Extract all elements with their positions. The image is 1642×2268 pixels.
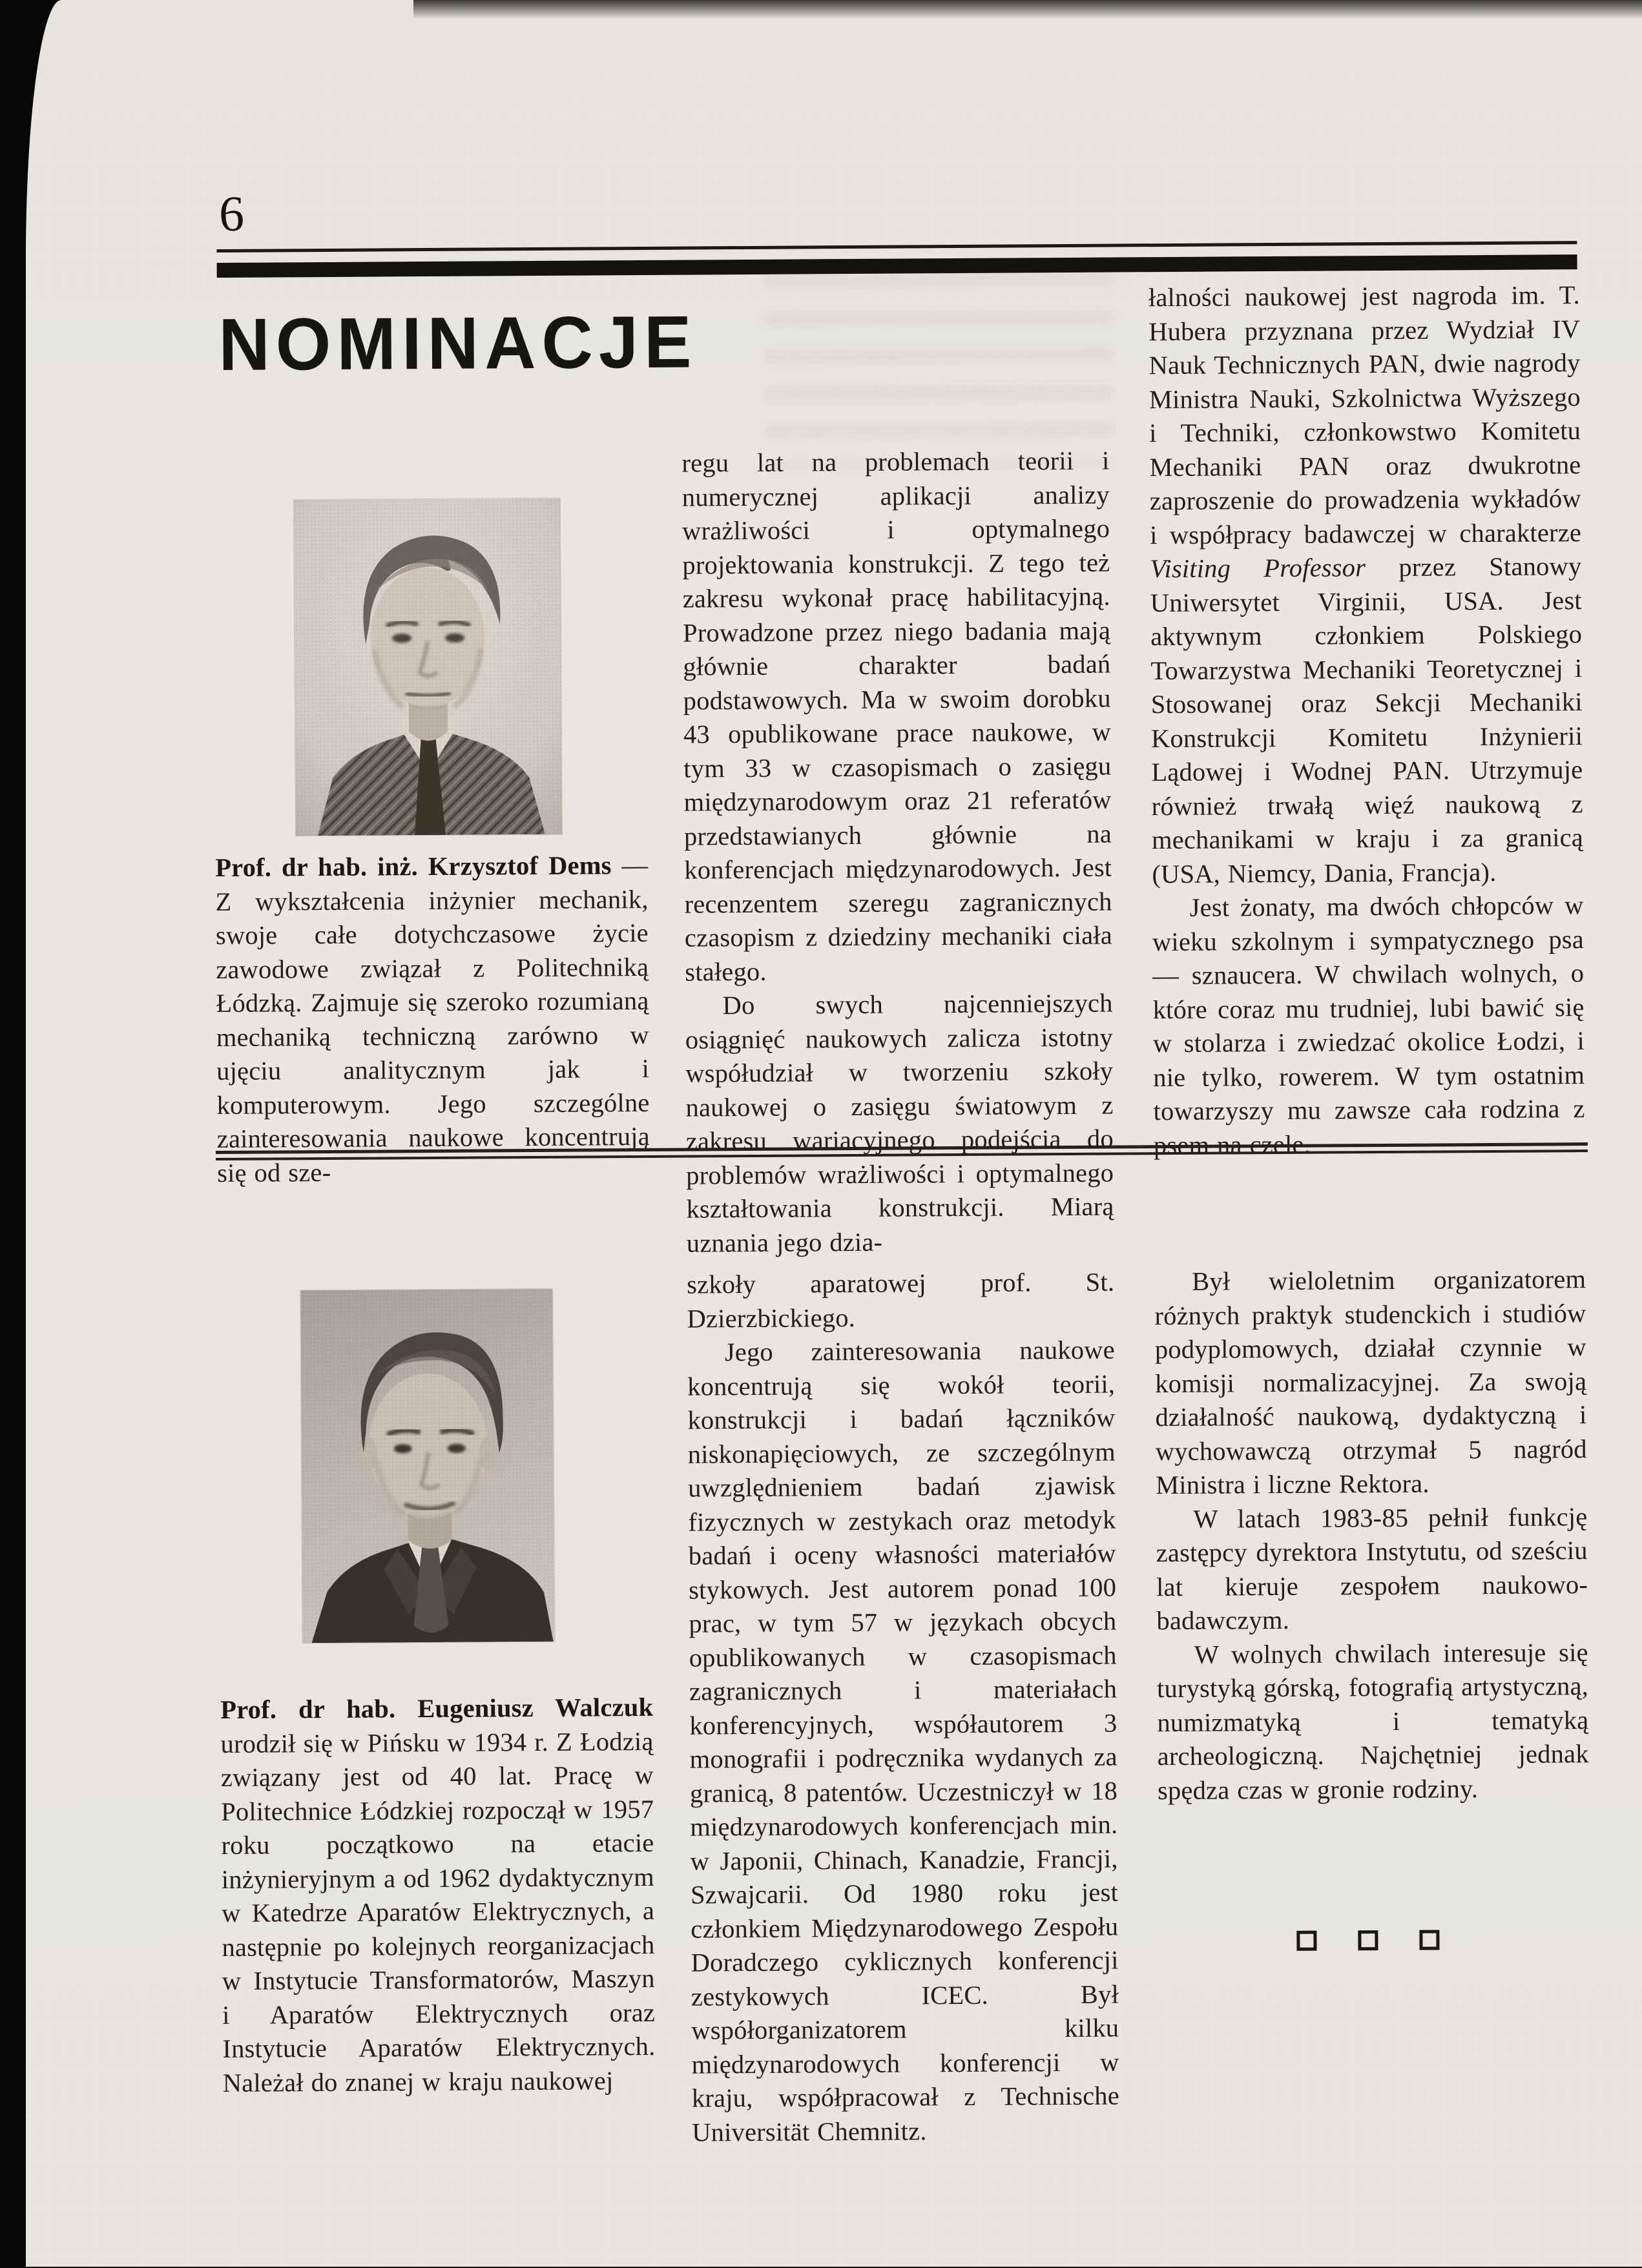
end-square-icon xyxy=(1419,1930,1439,1950)
body-paragraph: Jest żonaty, ma dwóch chłopców w wieku szkolnym i sympatycznego psa — sznaucera. W chwilach wolnych, o które coraz mu trudniej, lubi bawić się w stolarza i zwiedzać okolice Łodzi, i nie tylko, rowerem. W tym ostatnim towarzyszy mu zawsze cała rodzina z psem na czele. xyxy=(1152,891,1585,1160)
body-paragraph: Do swych najcenniejszych osiągnięć naukowych zalicza istotny współudział w tworzeniu szkoły naukowej o zasięgu światowym z zakresu wariacyjnego podejścia do problemów wrażliwości i optymalnego kształtowania konstrukcji. Miarą uznania jego dzia- xyxy=(685,988,1114,1258)
walczuk-column-right xyxy=(1154,1263,1589,1808)
portrait-photo-krzysztof-dems xyxy=(294,499,562,836)
caption-text-dems: — Z wykształcenia inżynier mechanik, swoje całe dotychczasowe życie zawodowe związał z Politechniką Łódzką. Zajmuje się szeroko rozumianą mechaniką techniczną zarówno w ujęciu analitycznym jak i komputerowym. Jego szczególne zainteresowania naukowe koncentrują się od sze- xyxy=(215,850,650,1188)
walczuk-portrait-illustration xyxy=(300,1289,554,1643)
dems-column-right xyxy=(1148,278,1585,1162)
header-rule-thin xyxy=(216,241,1577,253)
end-square-icon xyxy=(1358,1930,1378,1950)
body-paragraph: Był wieloletnim organizatorem różnych praktyk studenckich i studiów podyplomowych, działał czynnie w komisji normalizacyjnej. Za swoją działalność naukową, dydaktyczną i wychowawczą otrzymał 5 nagród Ministra i liczne Rektora. xyxy=(1154,1264,1587,1500)
show-through-ghost xyxy=(764,273,1114,468)
dems-portrait-illustration xyxy=(294,499,562,836)
profile-name-dems: Prof. dr hab. inż. Krzysztof Dems xyxy=(215,850,612,883)
caption-text-walczuk: urodził się w Pińsku w 1934 r. Z Łodzią związany jest od 40 lat. Pracę w Politechnice Łódzkiej rozpoczął w 1957 roku początkowo na etacie inżynieryjnym a od 1962 dydaktycznym w Katedrze Aparatów Elektrycznych, a następnie po kolejnych reorganizacjach w Instytucie Transformatorów, Maszyn i Aparatów Elektrycznych oraz Instytucie Aparatów Elektrycznych. Należał do znanej w kraju naukowej xyxy=(220,1726,656,2098)
portrait-photo-eugeniusz-walczuk xyxy=(300,1289,554,1643)
dems-column-middle xyxy=(681,444,1114,1261)
article-title: NOMINACJE xyxy=(218,300,698,386)
body-paragraph: Jego zainteresowania naukowe koncentrują się wokół teorii, konstrukcji i badań łączników niskonapięciowych, ze szczególnym uwzględnieniem badań zjawisk fizycznych w zestykach oraz metodyk badań i oceny własności materiałów stykowych. Jest autorem ponad 100 prac, w tym 57 w językach obcych opublikowanych w czasopismach zagranicznych i materiałach konferencyjnych, współautorem 3 monografii i podręcznika wydanych za granicą, 8 patentów. Uczestniczył w 18 międzynarodowych konferencjach min. w Japonii, Chinach, Kanadzie, Francji, Szwajcarii. Od 1980 roku jest członkiem Międzynarodowego Zespołu Doradczego cyklicznych konferencji zestykowych ICEC. Był współorganizatorem kilku międzynarodowych konferencji w kraju, współpracował z Technische Universität Chemnitz. xyxy=(687,1335,1120,2147)
body-paragraph: szkoły aparatowej prof. St. Dzierzbickiego. xyxy=(687,1267,1115,1334)
body-paragraph: regu lat na problemach teorii i numerycznej aplikacji analizy wrażliwości i optymalnego projektowania konstrukcji. Z tego też zakresu wykonał pracę habilitacyjną. Prowadzone przez niego badania mają głównie charakter badań podstawowych. Ma w swoim dorobku 43 opublikowane prace naukowe, w tym 33 w czasopismach o zasięgu międzynarodowym oraz 21 referatów przedstawianych głównie na konferencjach międzynarodowych. Jest recenzentem szeregu zagranicznych czasopism z dziedziny mechaniki ciała stałego. xyxy=(681,446,1113,987)
end-of-article-marks xyxy=(1296,1930,1439,1950)
page-number: 6 xyxy=(218,185,245,242)
caption-krzysztof-dems xyxy=(215,849,650,1190)
visiting-professor-italic: Visiting Professor xyxy=(1150,553,1366,584)
body-paragraph: W wolnych chwilach interesuje się turystyką górską, fotografią artystyczną, numizmatyką i tematyką archeologiczną. Najchętniej jednak spędza czas w gronie rodziny. xyxy=(1156,1637,1589,1805)
body-text: przez Stanowy Uniwersytet Virginii, USA. Jest aktywnym członkiem Polskiego Towarzystwa Mechaniki Teoretycznej i Stosowanej oraz Sekcji Mechaniki Konstrukcji Komitetu Inżynierii Lądowej i Wodnej PAN. Utrzymuje również trwałą więź naukową z mechanikami w kraju i za granicą (USA, Niemcy, Dania, Francja). xyxy=(1150,552,1584,889)
body-text: łalności naukowej jest nagroda im. T. Hubera przyznana przez Wydział IV Nauk Technicznych PAN, dwie nagrody Ministra Nauki, Szkolnictwa Wyższego i Techniki, członkowstwo Komitetu Mechaniki PAN oraz dwukrotne zaproszenie do prowadzenia wykładów i współpracy badawczej w charakterze xyxy=(1148,280,1582,550)
caption-paragraph xyxy=(220,1691,656,2100)
body-paragraph xyxy=(1148,278,1584,891)
body-paragraph: W latach 1983-85 pełnił funkcję zastępcy dyrektora Instytutu, od sześciu lat kieruje zespołem naukowo-badawczym. xyxy=(1156,1501,1588,1636)
walczuk-column-middle xyxy=(687,1266,1119,2150)
caption-paragraph xyxy=(215,849,650,1190)
profile-name-walczuk: Prof. dr hab. Eugeniusz Walczuk xyxy=(220,1692,654,1725)
caption-eugeniusz-walczuk xyxy=(220,1691,656,2100)
end-square-icon xyxy=(1296,1931,1316,1951)
